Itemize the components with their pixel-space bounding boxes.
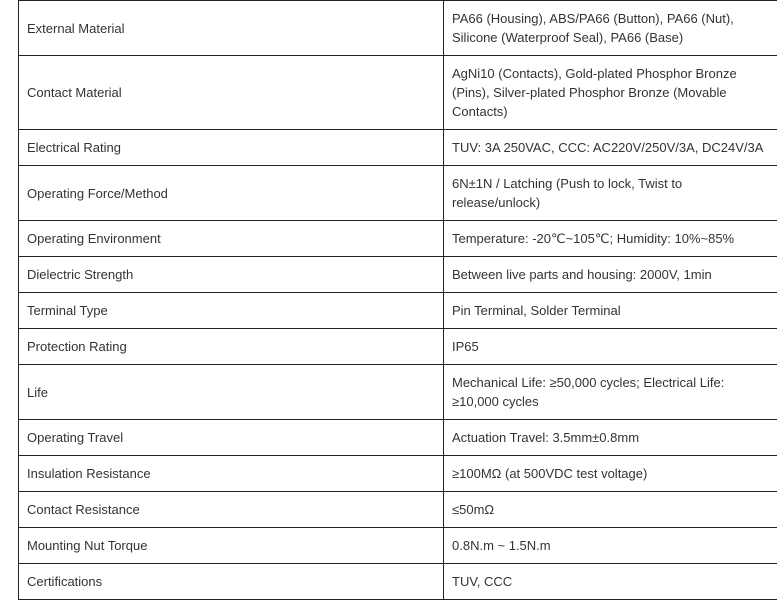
spec-value: Pin Terminal, Solder Terminal [444,293,777,329]
spec-value: TUV: 3A 250VAC, CCC: AC220V/250V/3A, DC24V/3A [444,130,777,166]
spec-label: Certifications [19,564,444,600]
spec-value: AgNi10 (Contacts), Gold-plated Phosphor Bronze (Pins), Silver-plated Phosphor Bronze (Movable Contacts) [444,56,777,130]
spec-value: IP65 [444,329,777,365]
spec-value: ≥100MΩ (at 500VDC test voltage) [444,456,777,492]
spec-value: Mechanical Life: ≥50,000 cycles; Electrical Life: ≥10,000 cycles [444,365,777,420]
spec-label: Dielectric Strength [19,257,444,293]
table-row [19,420,777,456]
spec-label: Life [19,365,444,420]
table-row [19,130,777,166]
spec-value: PA66 (Housing), ABS/PA66 (Button), PA66 (Nut), Silicone (Waterproof Seal), PA66 (Base) [444,1,777,56]
spec-label: Terminal Type [19,293,444,329]
spec-value: Actuation Travel: 3.5mm±0.8mm [444,420,777,456]
table-row [19,528,777,564]
spec-table [18,0,777,600]
table-row [19,1,777,56]
table-row [19,221,777,257]
spec-label: Operating Travel [19,420,444,456]
spec-label: Insulation Resistance [19,456,444,492]
spec-value: Between live parts and housing: 2000V, 1min [444,257,777,293]
table-row [19,257,777,293]
spec-value: TUV, CCC [444,564,777,600]
spec-label: Mounting Nut Torque [19,528,444,564]
table-row [19,293,777,329]
table-row [19,166,777,221]
spec-label: Protection Rating [19,329,444,365]
spec-label: External Material [19,1,444,56]
spec-label: Contact Resistance [19,492,444,528]
spec-label: Electrical Rating [19,130,444,166]
table-row [19,365,777,420]
spec-label: Operating Environment [19,221,444,257]
table-row [19,564,777,600]
table-row [19,492,777,528]
table-row [19,56,777,130]
spec-value: ≤50mΩ [444,492,777,528]
table-row [19,329,777,365]
spec-value: Temperature: -20℃~105℃; Humidity: 10%~85% [444,221,777,257]
spec-value: 0.8N.m ~ 1.5N.m [444,528,777,564]
spec-label: Contact Material [19,56,444,130]
table-row [19,456,777,492]
spec-value: 6N±1N / Latching (Push to lock, Twist to release/unlock) [444,166,777,221]
spec-label: Operating Force/Method [19,166,444,221]
